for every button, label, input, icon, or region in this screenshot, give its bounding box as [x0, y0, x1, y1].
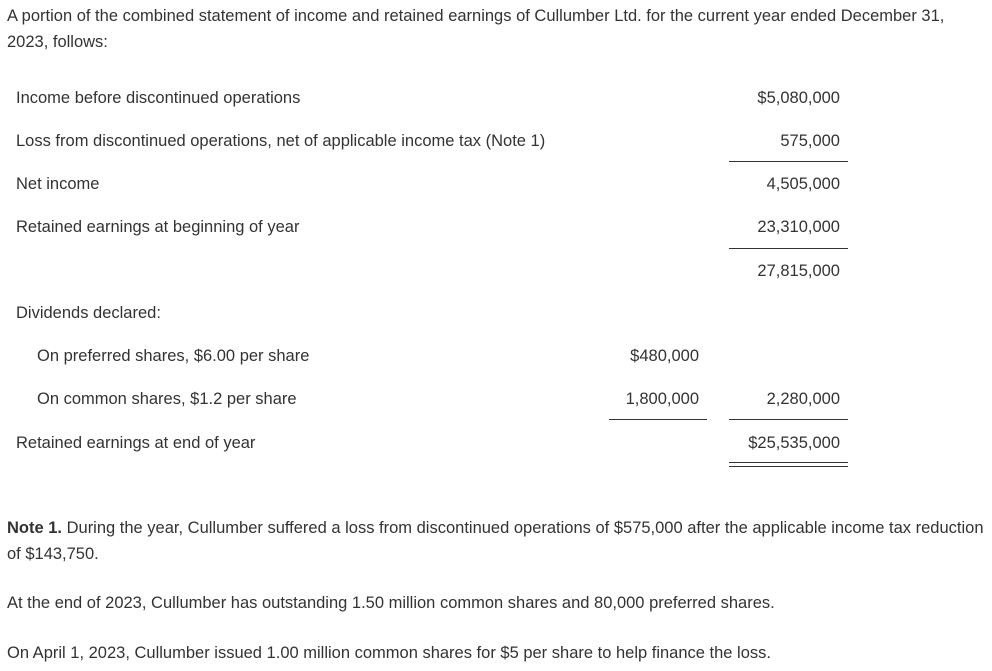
- net-income-label: Net income: [16, 175, 100, 193]
- note-1-text: During the year, Cullumber suffered a loss from discontinued operations of $575,000 after the applicable income tax reduction of $143,750.: [7, 519, 984, 563]
- double-underline-re-end: [729, 462, 848, 467]
- intro-line-2: 2023, follows:: [7, 33, 108, 51]
- preferred-dividends-amount: $480,000: [630, 347, 699, 365]
- underline-loss: [729, 161, 848, 162]
- total-dividends-amount: 2,280,000: [766, 390, 840, 408]
- row-loss-discontinued: [0, 128, 992, 154]
- subtotal-amount: 27,815,000: [757, 262, 840, 280]
- underline-re-beginning: [729, 248, 848, 249]
- row-dividends-declared: [0, 300, 992, 326]
- issuance-text: On April 1, 2023, Cullumber issued 1.00 million common shares for $5 per share to help finance the loss.: [7, 644, 771, 662]
- income-before-label: Income before discontinued operations: [16, 89, 301, 107]
- row-re-beginning: [0, 214, 992, 240]
- re-end-label: Retained earnings at end of year: [16, 434, 256, 452]
- net-income-amount: 4,505,000: [766, 175, 840, 193]
- shares-outstanding-text: At the end of 2023, Cullumber has outstanding 1.50 million common shares and 80,000 preferred shares.: [7, 594, 775, 612]
- dividends-declared-label: Dividends declared:: [16, 304, 161, 322]
- note-1-label: Note 1.: [7, 519, 63, 537]
- row-preferred-dividends: [0, 343, 992, 369]
- row-common-dividends: [0, 386, 992, 412]
- row-income-before: [0, 85, 992, 111]
- intro-paragraph: [7, 3, 992, 55]
- row-re-end: [0, 430, 992, 456]
- preferred-dividends-label: On preferred shares, $6.00 per share: [37, 347, 310, 365]
- underline-total-dividends: [729, 419, 848, 420]
- row-net-income: [0, 171, 992, 197]
- re-beginning-label: Retained earnings at beginning of year: [16, 218, 300, 236]
- row-subtotal: [0, 258, 992, 284]
- re-end-amount: $25,535,000: [748, 434, 840, 452]
- underline-common-dividends: [609, 419, 707, 420]
- re-beginning-amount: 23,310,000: [757, 218, 840, 236]
- common-dividends-label: On common shares, $1.2 per share: [37, 390, 297, 408]
- intro-line-1: A portion of the combined statement of income and retained earnings of Cullumber Ltd. for the current year ended December 31,: [7, 7, 945, 25]
- common-dividends-amount: 1,800,000: [625, 390, 699, 408]
- income-before-amount: $5,080,000: [757, 89, 840, 107]
- note-1: [7, 515, 992, 567]
- loss-discontinued-amount: 575,000: [780, 132, 840, 150]
- loss-discontinued-label: Loss from discontinued operations, net of applicable income tax (Note 1): [16, 132, 546, 150]
